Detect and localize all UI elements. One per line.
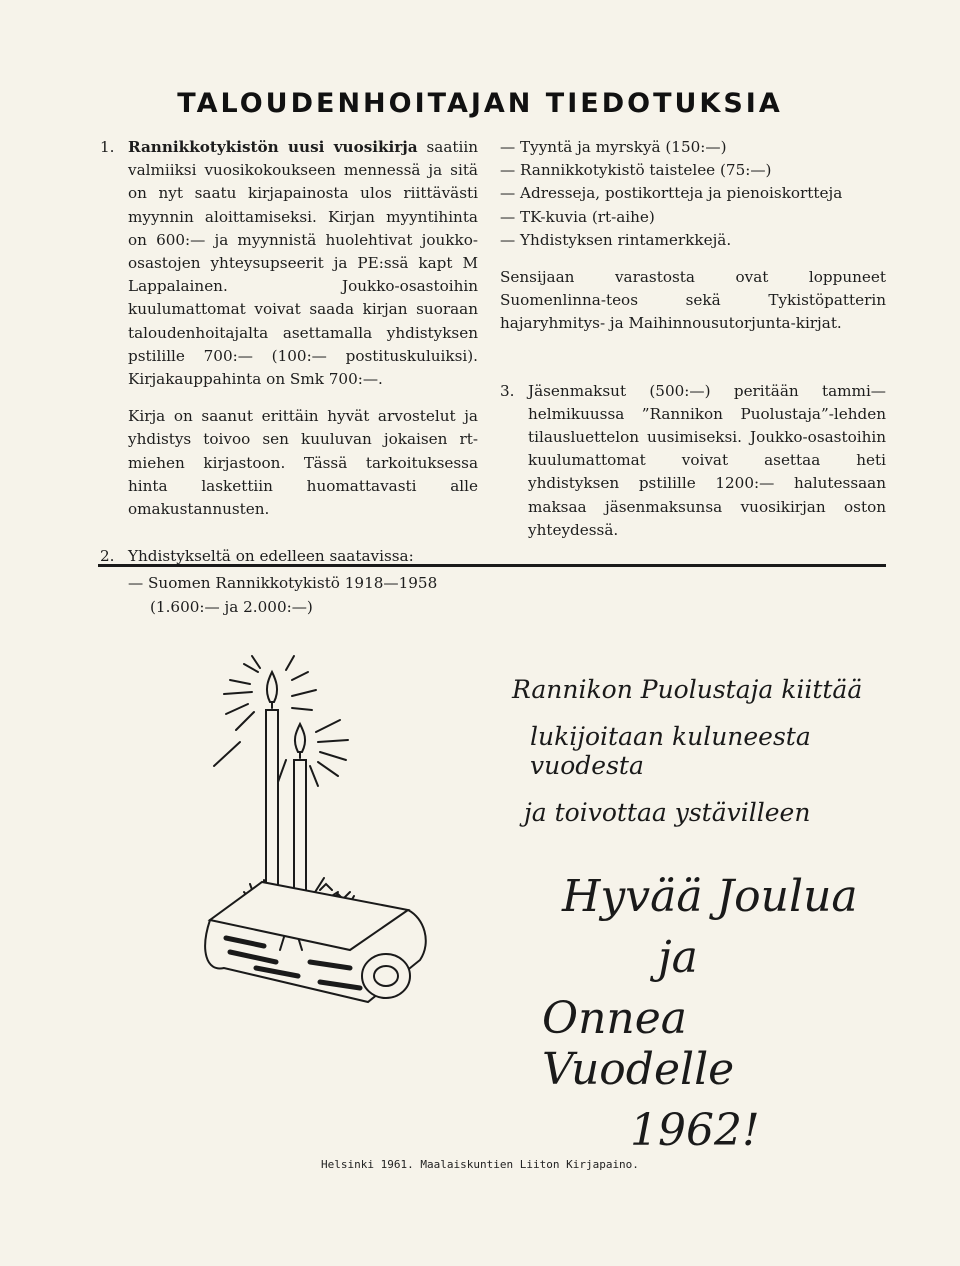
item-body xyxy=(128,136,478,521)
greeting-headline: Hyvää Joulua xyxy=(562,871,858,922)
sold-out-note: Sensijaan varastosta ovat loppuneet Suomenlinna-teos sekä Tykistöpatterin hajaryhmitys- ja Maihinnousutorjunta-kirjat. xyxy=(500,268,886,333)
notice-item-1 xyxy=(100,136,478,521)
list-item: — TK-kuvia (rt-aihe) xyxy=(500,207,655,226)
right-column xyxy=(500,136,886,542)
greeting-line: Rannikon Puolustaja kiittää xyxy=(512,675,863,704)
greeting-headline: Onnea Vuodelle xyxy=(542,993,735,1095)
greeting-line: ja toivottaa ystävilleen xyxy=(524,798,811,827)
notice-paragraph xyxy=(128,136,478,391)
greeting-headline: ja xyxy=(658,932,698,983)
list-item: — Rannikkotykistö taistelee (75:—) xyxy=(500,161,772,180)
christmas-candles-log-icon xyxy=(200,650,440,1050)
notice-paragraph: Jäsenmaksut (500:—) peritään tammi—helmikuussa ”Rannikon Puolustaja”-lehden tilausluettelon uusimiseksi. Joukko-osastoihin kuulumattomat voivat asettaa heti yhdistyksen pstilille 1200:— halutessaan maksaa jäsenmaksunsa vuosikirjan oston yhteydessä. xyxy=(528,381,886,539)
list-item: — Adresseja, postikortteja ja pienoiskortteja xyxy=(500,184,843,203)
page-title: TALOUDENHOITAJAN TIEDOTUKSIA xyxy=(177,88,783,119)
item-number: 1. xyxy=(100,138,115,156)
greeting-line: lukijoitaan kuluneesta vuodesta xyxy=(530,722,811,780)
christmas-greeting xyxy=(490,675,890,1156)
item-number: 3. xyxy=(500,381,515,400)
notice-paragraph: Yhdistykseltä on edelleen saatavissa: xyxy=(128,547,414,566)
list-item: — Yhdistyksen rintamerkkejä. xyxy=(500,230,732,249)
greeting-year: 1962! xyxy=(630,1105,760,1156)
notice-item-3 xyxy=(500,380,886,542)
section-divider xyxy=(98,564,886,567)
stock-list xyxy=(128,572,478,618)
item-body xyxy=(128,545,478,619)
stock-list-continued xyxy=(500,136,886,252)
left-column xyxy=(100,136,478,619)
notice-paragraph-2: Kirja on saanut erittäin hyvät arvostelut ja yhdistys toivoo sen kuuluvan jokaisen rt-miehen kirjastoon. Tässä tarkoituksessa hinta laskettiin huomattavasti alle omakustannusten. xyxy=(128,407,478,519)
paragraph-text: saatiin valmiiksi vuosikokoukseen mennessä ja sitä on nyt saatu kirjapainosta ulos riittävästi myynnin aloittamiseksi. Kirjan myyntihinta on 600:— ja myynnistä huolehtivat joukko-osastojen yhteysupseerit ja PE:ssä kapt M Lappalainen. Joukko-osastoihin kuulumattomat voivat saada kirjan suoraan taloudenhoitajalta asettamalla yhdistyksen pstilille 700:— (100:— postituskuluiksi). Kirjakauppahinta on Smk 700:—. xyxy=(128,138,478,389)
list-item: — Tyyntä ja myrskyä (150:—) xyxy=(500,138,727,156)
printer-imprint: Helsinki 1961. Maalaiskuntien Liiton Kirjapaino. xyxy=(321,1158,639,1171)
bold-lead: Rannikkotykistön uusi vuosikirja xyxy=(128,138,418,156)
notice-item-2 xyxy=(100,545,478,619)
item-body xyxy=(528,380,886,542)
item-number: 2. xyxy=(100,547,115,566)
list-item: — Suomen Rannikkotykistö 1918—1958 (1.600:— ja 2.000:—) xyxy=(128,574,438,616)
